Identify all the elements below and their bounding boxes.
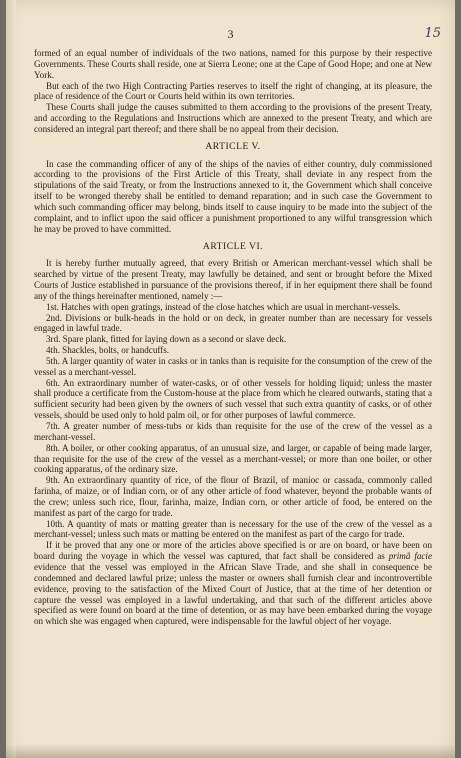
page-number: 3: [227, 27, 234, 41]
italic-phrase: primâ facie: [388, 551, 432, 562]
list-item: 9th. An extraordinary quantity of rice, of the flour of Brazil, of manioc or cassada, commonly called farinha, of maize, or of Indian corn, or of any other article of food whatever, beyond the probable wants of the crew; unless such rice, flour, farinha, maize, Indian corn, or other article of food, be entered on the manifest as part of the cargo for trade.: [34, 475, 432, 518]
list-item: 8th. A boiler, or other cooking apparatus, of an unusual size, and larger, or capable of being made larger, than requisite for the use of the crew of the vessel as a merchant-vessel; or more than one boiler, or other cooking apparatus, of the ordinary size.: [34, 442, 432, 475]
list-item: 4th. Shackles, bolts, or handcuffs.: [46, 345, 170, 356]
list-item: 5th. A larger quantity of water in casks or in tanks than is requisite for the consumption of the crew of the vessel as a merchant-vessel.: [34, 355, 432, 377]
list-item: 10th. A quantity of mats or matting greater than is necessary for the use of the crew of the vessel as a merchant-vessel; unless such mats or matting be entered on the manifest as part of the cargo for trade.: [34, 518, 432, 540]
list-item: 3rd. Spare plank, fitted for laying down as a second or slave deck.: [46, 334, 287, 345]
article-vi-closing: [34, 540, 432, 627]
handwritten-folio-number: 15: [424, 26, 441, 41]
article-v-text: In case the commanding officer of any of the ships of the navies of either country, duly commissioned according to the provisions of the First Article of this Treaty, shall deviate in any respect from the stipulations of the said Treaty, or from the Instructions annexed to it, the Government which shall conceive itself to be wronged thereby shall be entitled to demand reparation; and in such case the Government to which such commanding officer may belong, binds itself to cause inquiry to be made into the subject of the complaint, and to inflict upon the said officer a punishment proportioned to any wilful transgression which he may be proved to have committed.: [34, 158, 432, 234]
list-item: 1st. Hatches with open gratings, instead of the close hatches which are usual in merchant-vessels.: [46, 301, 401, 312]
paragraph: formed of an equal number of individuals of the two nations, named for this purpose by their respective Governments. These Courts shall reside, one at Sierra Leone; one at the Cape of Good Hope; and one at New York.: [34, 48, 432, 80]
paragraph: But each of the two High Contracting Parties reserves to itself the right of changing, at its pleasure, the place of residence of the Court or Courts held within its own territories.: [34, 80, 432, 102]
closing-text-start: If it be proved that any one or more of the articles above specified is or are on board, or have been on board during the voyage in which the vessel was captured, that fact shall be considered as: [34, 540, 432, 562]
binding-edge: [6, 0, 16, 758]
article-vi-intro: It is hereby further mutually agreed, that every British or American merchant-vessel which shall be searched by virtue of the present Treaty, may lawfully be detained, and sent or brought before the Mixed Courts of Justice established in pursuance of the provisions thereof, if in her equipment there shall be found any of the things hereinafter mentioned, namely :—: [34, 258, 432, 301]
document-body: [34, 48, 432, 627]
list-item: 2nd. Divisions or bulk-heads in the hold or on deck, in greater number than are necessary for vessels engaged in lawful trade.: [34, 312, 432, 334]
closing-text-end: evidence that the vessel was employed in the African Slave Trade, and she shall in consequence be condemned and declared lawful prize; unless the master or owners shall furnish clear and incontrovertible evidence, proving to the satisfaction of the Mixed Court of Justice, that at the time of her detention or capture the vessel was employed in a lawful undertaking, and that such of the different articles above specified as were found on board at the time of detention, or as may have been embarked during the voyage on which she was engaged when captured, were indispensable for the lawful object of her voyage.: [34, 561, 432, 627]
document-page: [6, 0, 455, 758]
article-vi-heading: ARTICLE VI.: [202, 240, 264, 252]
list-item: 6th. An extraordinary number of water-casks, or of other vessels for holding liquid; unless the master shall produce a certificate from the Custom-house at the place from which he cleared outwards, stating that a sufficient security had been given by the owners of such vessel that such extra quantity of casks, or of other vessels, should be used only to hold palm oil, or for other purposes of lawful commerce.: [34, 377, 432, 421]
paragraph: These Courts shall judge the causes submitted to them according to the provisions of the present Treaty, and according to the Regulations and Instructions which are annexed to the present Treaty, and which are considered an integral part thereof; and there shall be no appeal from their decision.: [34, 102, 432, 134]
article-v-heading: ARTICLE V.: [205, 140, 261, 152]
page-bottom-shadow: [6, 744, 455, 758]
list-item: 7th. A greater number of mess-tubs or kids than requisite for the use of the crew of the vessel as a merchant-vessel.: [34, 421, 432, 442]
